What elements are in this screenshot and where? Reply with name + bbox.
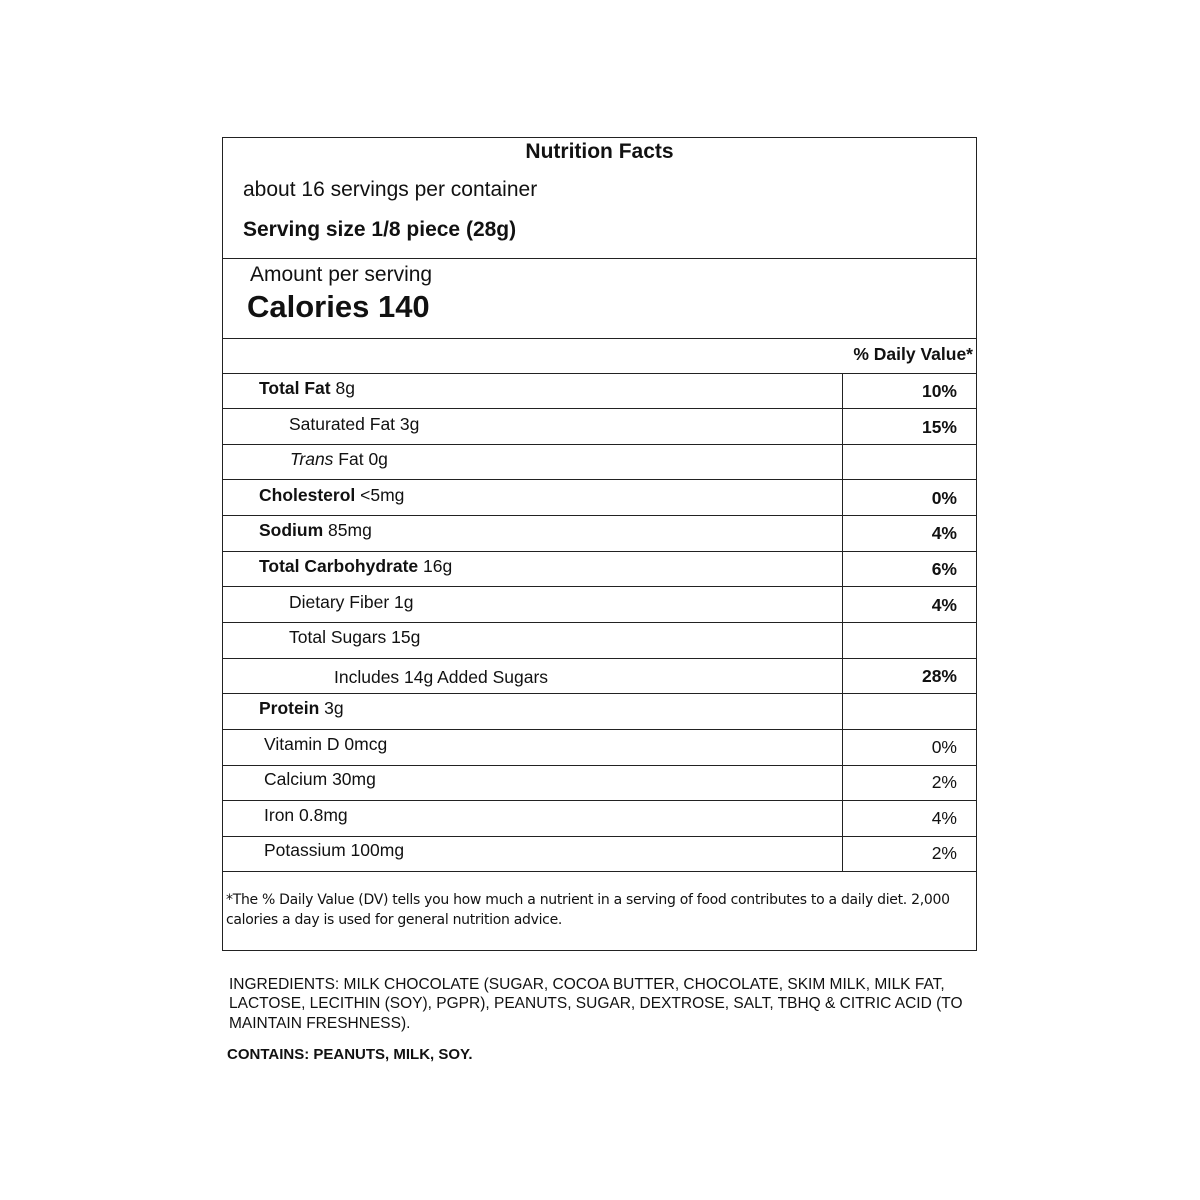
nutrient-iron: Iron 0.8mg [264,805,348,825]
row-divider [223,408,976,409]
allergen-statement: CONTAINS: PEANUTS, MILK, SOY. [227,1046,473,1063]
nutrient-vitamin-d: Vitamin D 0mcg [264,734,388,754]
nutrient-calcium: Calcium 30mg [264,769,376,789]
row-divider [223,800,976,801]
row-divider [223,586,976,587]
serving-size: Serving size 1/8 piece (28g) [243,218,517,241]
nutrient-added-sugars: Includes 14g Added Sugars [334,667,549,687]
dv-total-carbohydrate: 6% [931,559,957,579]
amount-per-serving: Amount per serving [250,263,433,286]
row-divider [223,658,976,659]
dv-saturated-fat: 15% [921,417,957,437]
nutrient-trans-fat: Trans Fat 0g [290,449,388,469]
nutrient-total-fat: Total Fat 8g [259,378,355,398]
row-divider [223,479,976,480]
nutrient-total-carbohydrate: Total Carbohydrate 16g [259,556,453,576]
dv-added-sugars: 28% [921,666,957,686]
dv-vitamin-d: 0% [931,737,957,757]
dv-potassium: 2% [931,843,957,863]
dv-dietary-fiber: 4% [931,595,957,615]
daily-value-footnote: *The % Daily Value (DV) tells you how much a nutrient in a serving of food contributes to a daily diet. 2,000 calories a day is used for general nutrition advice. [226,892,950,928]
nutrient-saturated-fat: Saturated Fat 3g [289,414,420,434]
row-divider [223,836,976,837]
divider [223,338,976,339]
nutrition-facts-label [222,137,977,951]
dv-calcium: 2% [931,772,957,792]
nutrient-total-sugars: Total Sugars 15g [289,627,421,647]
daily-value-header: % Daily Value* [853,344,973,364]
nutrient-sodium: Sodium 85mg [259,520,372,540]
calories: Calories 140 [247,289,430,324]
nutrient-potassium: Potassium 100mg [264,840,405,860]
row-divider [223,871,976,872]
row-divider [223,693,976,694]
column-divider [842,373,843,871]
dv-sodium: 4% [931,523,957,543]
dv-cholesterol: 0% [931,488,957,508]
row-divider [223,515,976,516]
nutrient-cholesterol: Cholesterol <5mg [259,485,405,505]
label-title: Nutrition Facts [525,140,674,163]
dv-total-fat: 10% [921,381,957,401]
row-divider [223,551,976,552]
row-divider [223,622,976,623]
servings-per-container: about 16 servings per container [243,178,538,201]
divider [223,258,976,259]
ingredients-list: INGREDIENTS: MILK CHOCOLATE (SUGAR, COCOA BUTTER, CHOCOLATE, SKIM MILK, MILK FAT, LACTOSE, LECITHIN (SOY), PGPR), PEANUTS, SUGAR, DEXTROSE, SALT, TBHQ & CITRIC ACID (TO MAINTAIN FRESHNESS). [229,976,963,1032]
divider [223,373,976,374]
nutrient-protein: Protein 3g [259,698,344,718]
row-divider [223,765,976,766]
dv-iron: 4% [931,808,957,828]
row-divider [223,729,976,730]
nutrient-dietary-fiber: Dietary Fiber 1g [289,592,414,612]
row-divider [223,444,976,445]
